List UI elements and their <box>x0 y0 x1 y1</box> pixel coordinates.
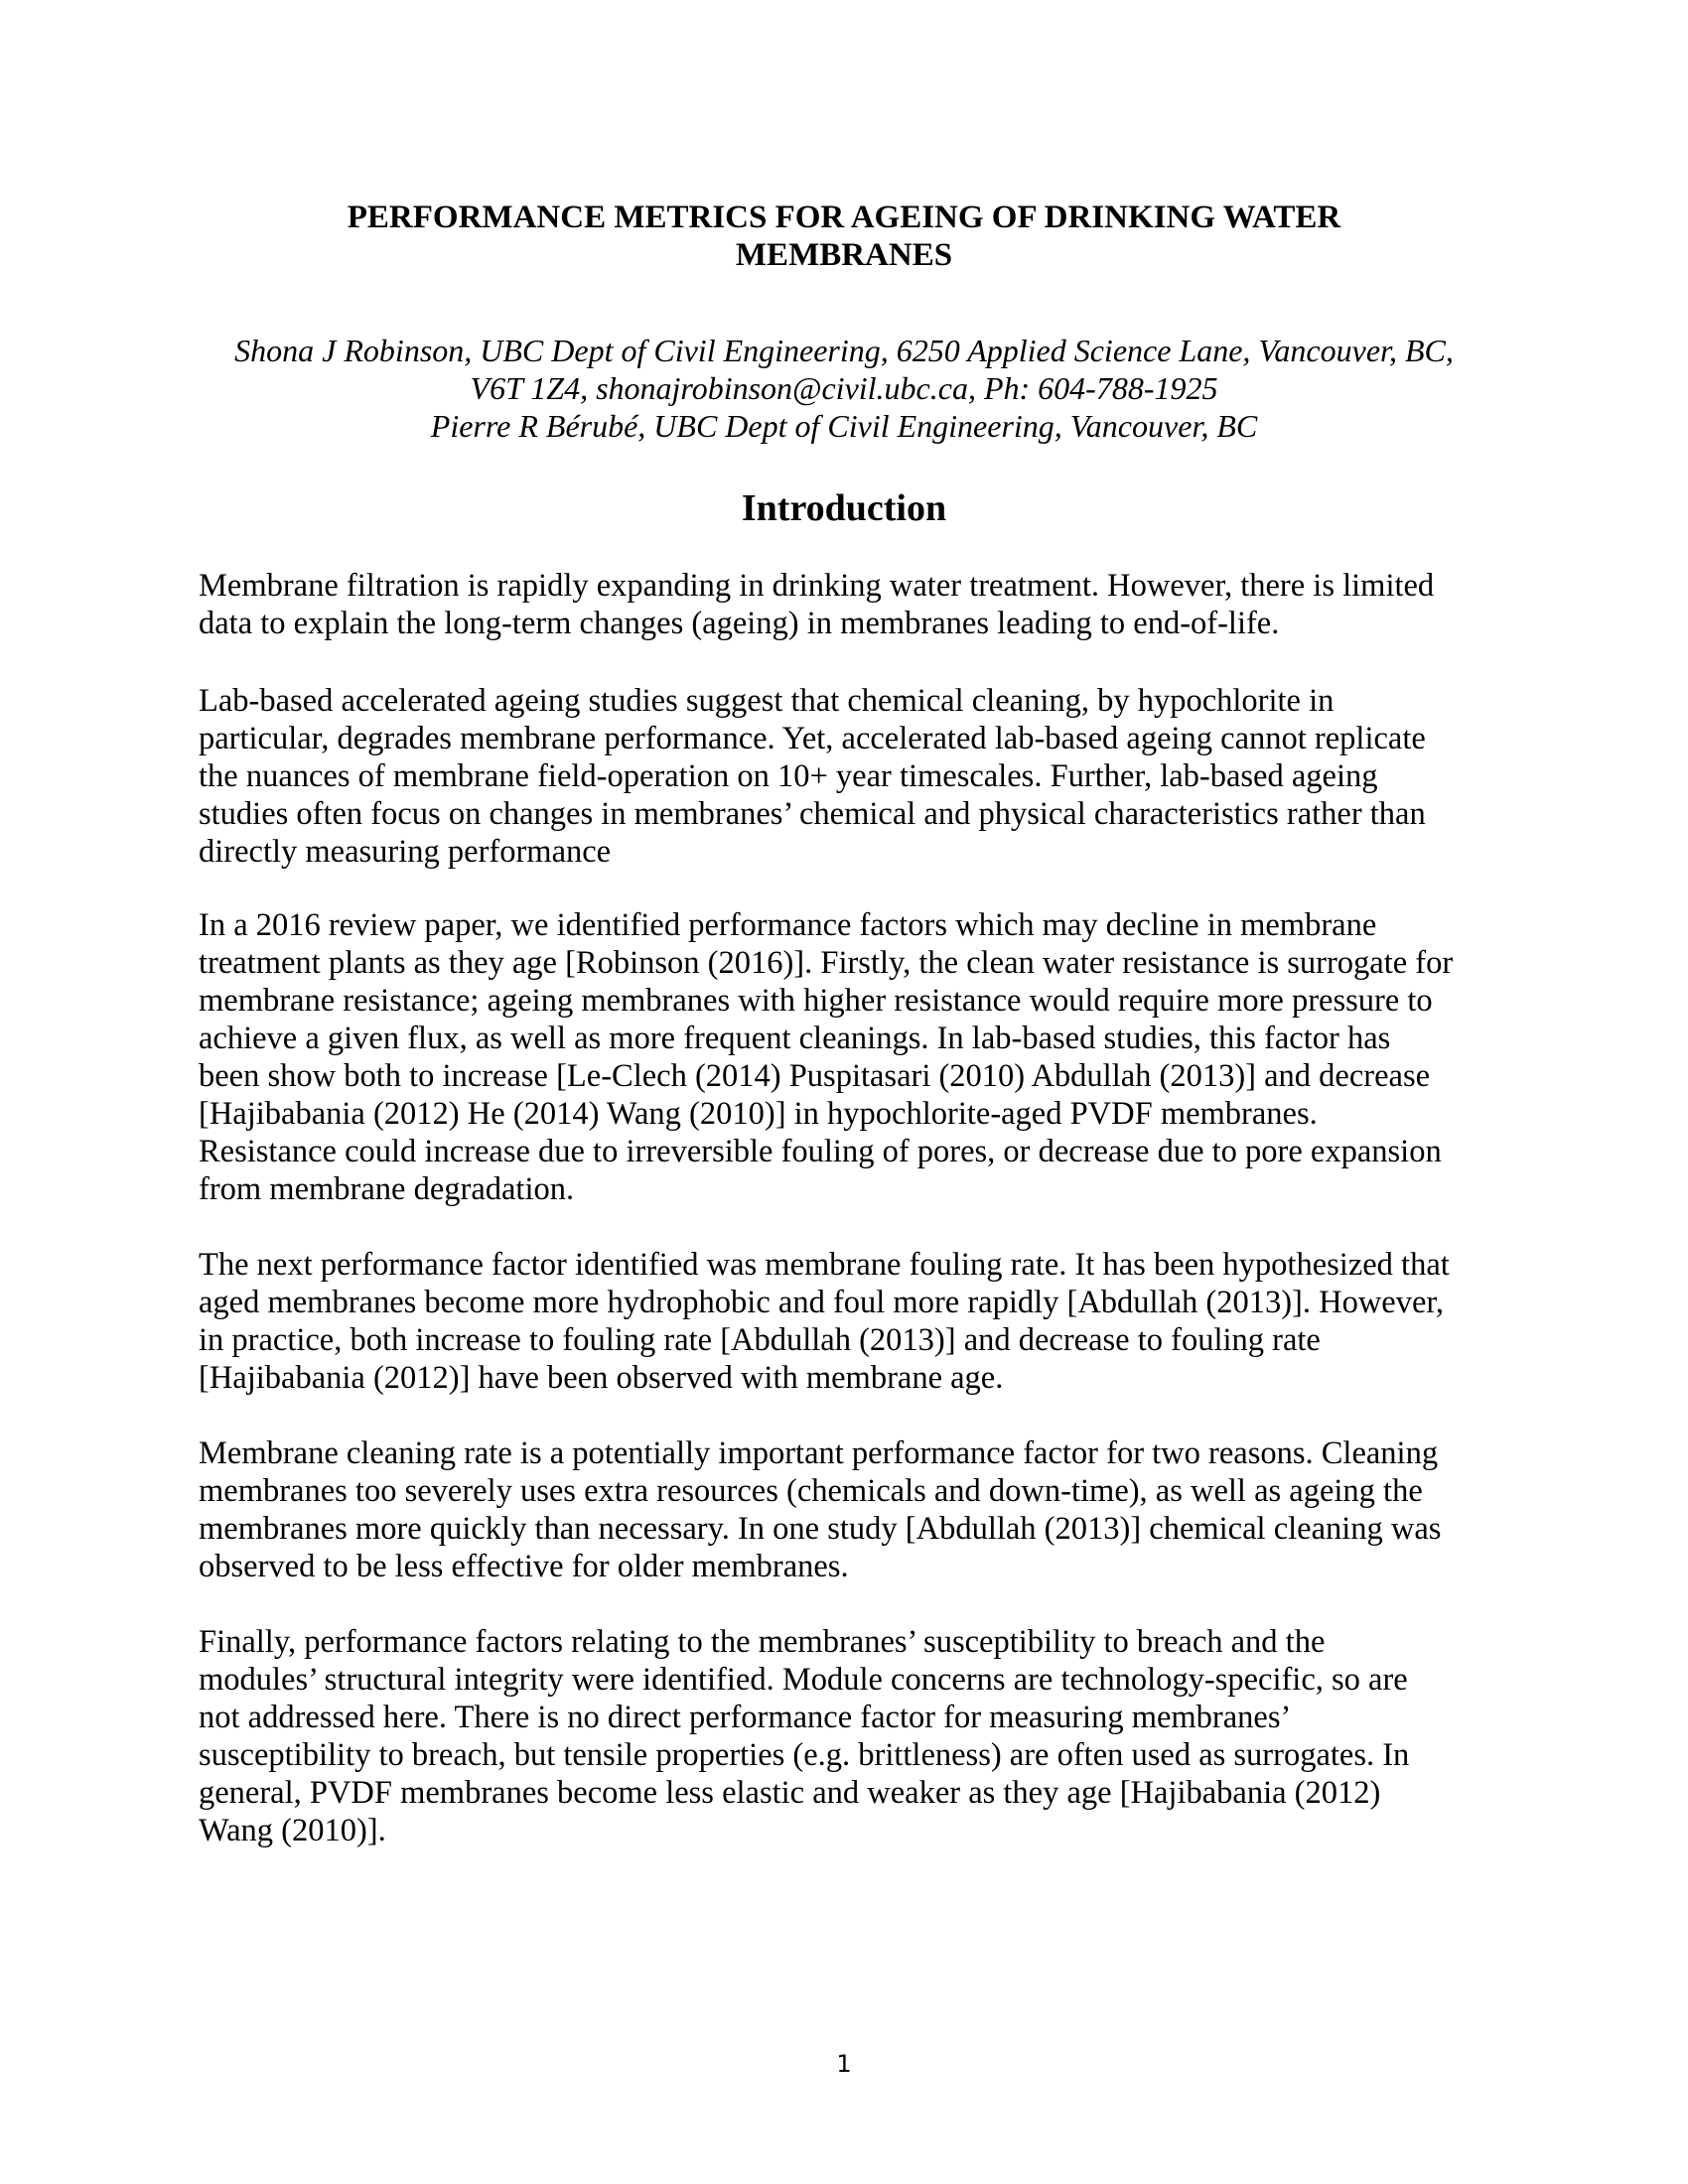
paragraph <box>199 682 1519 871</box>
paragraph-line: Finally, performance factors relating to the membranes’ susceptibility to breach and the <box>199 1624 1326 1660</box>
page-number: 1 <box>836 2050 852 2078</box>
paragraph-line: membranes more quickly than necessary. In one study [Abdullah (2013)] chemical cleaning was <box>199 1511 1442 1547</box>
paragraph-line: from membrane degradation. <box>199 1171 575 1207</box>
author-line: V6T 1Z4, shonajrobinson@civil.ubc.ca, Ph: 604-788-1925 <box>470 370 1218 406</box>
author-block <box>149 332 1539 445</box>
paragraph-line: aged membranes become more hydrophobic and foul more rapidly [Abdullah (2013)]. However, <box>199 1285 1445 1320</box>
section-heading: Introduction <box>741 487 947 529</box>
paragraph-line: observed to be less effective for older membranes. <box>199 1549 849 1584</box>
paragraph-line: Membrane filtration is rapidly expanding in drinking water treatment. However, there is limited <box>199 568 1435 604</box>
paragraph-line: Lab-based accelerated ageing studies suggest that chemical cleaning, by hypochlorite in <box>199 683 1335 719</box>
paragraph-line: Resistance could increase due to irreversible fouling of pores, or decrease due to pore expansion <box>199 1134 1442 1169</box>
paragraph-line: in practice, both increase to fouling rate [Abdullah (2013)] and decrease to fouling rate <box>199 1322 1321 1358</box>
paragraph-line: modules’ structural integrity were identified. Module concerns are technology-specific, so are <box>199 1662 1408 1698</box>
paragraph-line: In a 2016 review paper, we identified performance factors which may decline in membrane <box>199 907 1377 943</box>
paragraph-line: particular, degrades membrane performance. Yet, accelerated lab-based ageing cannot replicate <box>199 721 1426 756</box>
paragraph-line: been show both to increase [Le-Clech (2014) Puspitasari (2010) Abdullah (2013)] and decrease <box>199 1058 1431 1094</box>
paragraph <box>199 1246 1519 1397</box>
paragraph-line: Wang (2010)]. <box>199 1813 386 1848</box>
paragraph <box>199 567 1519 642</box>
author-line: Pierre R Bérubé, UBC Dept of Civil Engineering, Vancouver, BC <box>430 408 1258 444</box>
title-line: MEMBRANES <box>735 237 953 273</box>
paragraph-line: The next performance factor identified was membrane fouling rate. It has been hypothesized that <box>199 1247 1450 1283</box>
paragraph-line: general, PVDF membranes become less elastic and weaker as they age [Hajibabania (2012) <box>199 1775 1381 1811</box>
paragraph-line: membranes too severely uses extra resources (chemicals and down-time), as well as ageing the <box>199 1473 1423 1509</box>
paragraph <box>199 1434 1519 1585</box>
title-line: PERFORMANCE METRICS FOR AGEING OF DRINKING WATER <box>347 200 1341 235</box>
paragraph-line: Membrane cleaning rate is a potentially important performance factor for two reasons. Cleaning <box>199 1435 1439 1471</box>
paragraph-line: achieve a given flux, as well as more frequent cleanings. In lab-based studies, this factor has <box>199 1021 1391 1056</box>
author-line: Shona J Robinson, UBC Dept of Civil Engineering, 6250 Applied Science Lane, Vancouver, BC, <box>234 333 1454 368</box>
paragraph-line: membrane resistance; ageing membranes with higher resistance would require more pressure to <box>199 983 1433 1019</box>
paragraph-line: directly measuring performance <box>199 834 612 870</box>
paragraph-line: studies often focus on changes in membranes’ chemical and physical characteristics rather than <box>199 796 1426 832</box>
paragraph <box>199 906 1519 1208</box>
paragraph <box>199 1623 1519 1849</box>
paragraph-line: [Hajibabania (2012)] have been observed with membrane age. <box>199 1360 1004 1396</box>
paragraph-line: data to explain the long-term changes (ageing) in membranes leading to end-of-life. <box>199 606 1280 641</box>
paragraph-line: treatment plants as they age [Robinson (2016)]. Firstly, the clean water resistance is surrogate for <box>199 945 1454 981</box>
paragraph-line: the nuances of membrane field-operation on 10+ year timescales. Further, lab-based ageing <box>199 758 1378 794</box>
paper-title <box>149 199 1539 274</box>
paragraph-line: not addressed here. There is no direct performance factor for measuring membranes’ <box>199 1700 1292 1735</box>
paragraph-line: [Hajibabania (2012) He (2014) Wang (2010)] in hypochlorite-aged PVDF membranes. <box>199 1096 1318 1132</box>
paragraph-line: susceptibility to breach, but tensile properties (e.g. brittleness) are often used as surrogates. In <box>199 1737 1410 1773</box>
